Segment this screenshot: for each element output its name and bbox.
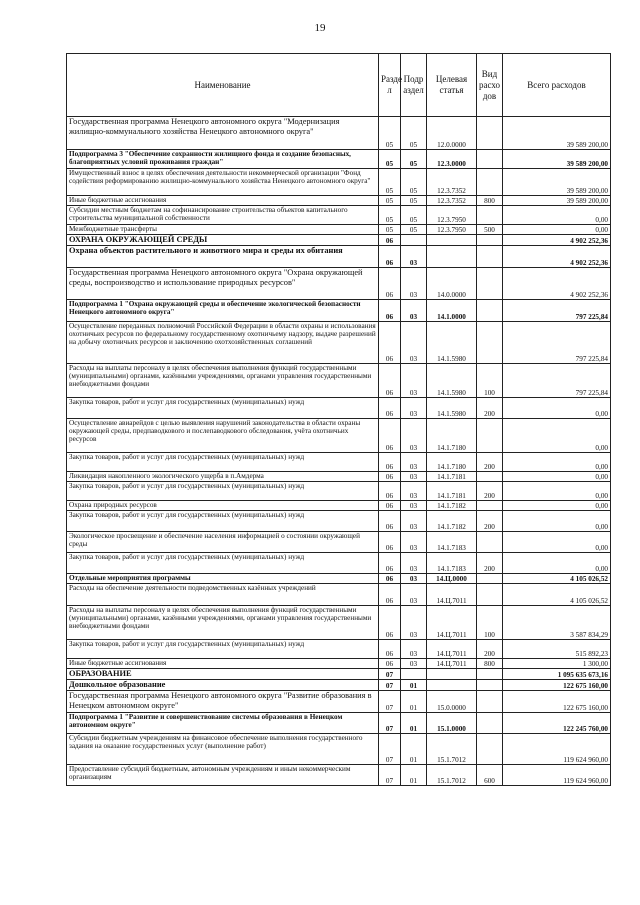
table-row <box>67 225 611 235</box>
row-razdel-cell: 06 <box>379 235 401 246</box>
row-podrazdel-cell: 03 <box>401 364 427 398</box>
row-celevaya-cell: 14.1.7180 <box>427 419 477 453</box>
col-total-header: Всего расходов <box>503 54 611 117</box>
row-total-cell: 4 105 026,52 <box>503 584 611 606</box>
row-razdel-cell: 06 <box>379 246 401 268</box>
row-name-cell: Закупка товаров, работ и услуг для государственных (муниципальных) нужд <box>67 398 379 419</box>
row-vid-cell <box>477 532 503 553</box>
row-total-cell: 4 902 252,36 <box>503 246 611 268</box>
row-razdel-cell: 06 <box>379 584 401 606</box>
row-total-cell: 119 624 960,00 <box>503 734 611 765</box>
row-name-cell: Предоставление субсидий бюджетным, автономным учреждениям и иным некоммерческим организациям <box>67 765 379 786</box>
row-podrazdel-cell: 05 <box>401 225 427 235</box>
table-row <box>67 482 611 501</box>
row-razdel-cell: 06 <box>379 472 401 482</box>
row-razdel-cell: 06 <box>379 453 401 472</box>
row-celevaya-cell: 14.1.7183 <box>427 553 477 574</box>
row-podrazdel-cell: 03 <box>401 659 427 669</box>
row-podrazdel-cell: 05 <box>401 150 427 169</box>
row-vid-cell: 500 <box>477 225 503 235</box>
row-name-cell: Расходы на обеспечение деятельности подведомственных казённых учреждений <box>67 584 379 606</box>
row-vid-cell <box>477 501 503 511</box>
row-celevaya-cell: 14.Ц.7011 <box>427 640 477 659</box>
row-podrazdel-cell: 03 <box>401 419 427 453</box>
row-celevaya-cell: 12.3.7352 <box>427 196 477 206</box>
table-row <box>67 117 611 150</box>
row-total-cell: 3 587 834,29 <box>503 606 611 640</box>
row-razdel-cell: 05 <box>379 150 401 169</box>
row-podrazdel-cell: 03 <box>401 532 427 553</box>
row-name-cell: Иные бюджетные ассигнования <box>67 196 379 206</box>
row-razdel-cell: 06 <box>379 398 401 419</box>
row-razdel-cell: 06 <box>379 364 401 398</box>
row-vid-cell <box>477 117 503 150</box>
row-celevaya-cell: 14.Ц.7011 <box>427 659 477 669</box>
row-name-cell: Осуществление переданных полномочий Российской Федерации в области охраны и использования охотничьих ресурсов по федеральному государственному охотничьему надзору, выдаче разрешений на добычу охотничьих ресурсов и заключению охотхозяйственных соглашений <box>67 322 379 364</box>
row-celevaya-cell: 14.Ц.0000 <box>427 574 477 584</box>
table-row <box>67 398 611 419</box>
table-row <box>67 606 611 640</box>
row-razdel-cell: 07 <box>379 734 401 765</box>
row-total-cell: 0,00 <box>503 225 611 235</box>
row-razdel-cell: 06 <box>379 574 401 584</box>
row-name-cell: Расходы на выплаты персоналу в целях обеспечения выполнения функций государственными (муниципальными) органами, казёнными учреждениями, органами управления государственными внебюджетными фондами <box>67 606 379 640</box>
row-total-cell: 122 245 760,00 <box>503 713 611 734</box>
table-row <box>67 300 611 322</box>
table-header-row <box>67 54 611 117</box>
row-total-cell: 0,00 <box>503 472 611 482</box>
row-celevaya-cell: 15.0.0000 <box>427 691 477 713</box>
row-total-cell: 39 589 200,00 <box>503 117 611 150</box>
row-vid-cell: 200 <box>477 453 503 472</box>
row-name-cell: Закупка товаров, работ и услуг для государственных (муниципальных) нужд <box>67 482 379 501</box>
row-vid-cell <box>477 169 503 196</box>
row-podrazdel-cell: 03 <box>401 398 427 419</box>
row-name-cell: ОХРАНА ОКРУЖАЮЩЕЙ СРЕДЫ <box>67 235 379 246</box>
row-celevaya-cell: 14.1.5980 <box>427 364 477 398</box>
row-celevaya-cell: 14.1.0000 <box>427 300 477 322</box>
row-podrazdel-cell: 01 <box>401 691 427 713</box>
row-vid-cell <box>477 419 503 453</box>
row-name-cell: Закупка товаров, работ и услуг для государственных (муниципальных) нужд <box>67 453 379 472</box>
table-row <box>67 765 611 786</box>
row-name-cell: Подпрограмма 1 "Охрана окружающей среды и обеспечение экологической безопасности Ненецкого автономного округа" <box>67 300 379 322</box>
row-razdel-cell: 06 <box>379 606 401 640</box>
row-razdel-cell: 05 <box>379 196 401 206</box>
row-podrazdel-cell: 03 <box>401 584 427 606</box>
row-name-cell: Расходы на выплаты персоналу в целях обеспечения выполнения функций государственными (муниципальными) органами, казёнными учреждениями, органами управления государственными внебюджетными фондами <box>67 364 379 398</box>
table-row <box>67 364 611 398</box>
row-total-cell: 39 589 200,00 <box>503 150 611 169</box>
table-row <box>67 268 611 300</box>
col-vid-header: Вид расхо дов <box>477 54 503 117</box>
row-celevaya-cell: 14.1.7183 <box>427 532 477 553</box>
row-razdel-cell: 06 <box>379 553 401 574</box>
row-podrazdel-cell: 03 <box>401 606 427 640</box>
row-vid-cell <box>477 680 503 691</box>
row-podrazdel-cell: 03 <box>401 501 427 511</box>
row-name-cell: Охрана объектов растительного и животного мира и среды их обитания <box>67 246 379 268</box>
row-name-cell: Имущественный взнос в целях обеспечения деятельности некоммерческой организации "Фонд содействия реформированию жилищно-коммунального хозяйства Ненецкого автономного округа" <box>67 169 379 196</box>
row-total-cell: 0,00 <box>503 453 611 472</box>
table-row <box>67 206 611 225</box>
row-vid-cell <box>477 669 503 680</box>
row-podrazdel-cell <box>401 235 427 246</box>
table-row <box>67 246 611 268</box>
row-razdel-cell: 06 <box>379 322 401 364</box>
row-vid-cell: 600 <box>477 765 503 786</box>
row-razdel-cell: 06 <box>379 640 401 659</box>
row-vid-cell <box>477 713 503 734</box>
expense-table <box>66 53 611 786</box>
row-name-cell: Осуществление авиарейдов с целью выявления нарушений законодательства в области охраны окружающей среды, предпаводкового и послепаводкового обследования, учёта охотничьих ресурсов <box>67 419 379 453</box>
table-row <box>67 553 611 574</box>
table-row <box>67 574 611 584</box>
row-podrazdel-cell: 01 <box>401 734 427 765</box>
row-podrazdel-cell <box>401 669 427 680</box>
row-podrazdel-cell: 05 <box>401 206 427 225</box>
row-total-cell: 119 624 960,00 <box>503 765 611 786</box>
row-vid-cell: 200 <box>477 553 503 574</box>
row-total-cell: 0,00 <box>503 398 611 419</box>
row-celevaya-cell: 12.3.7950 <box>427 225 477 235</box>
row-celevaya-cell: 14.1.7180 <box>427 453 477 472</box>
row-vid-cell: 800 <box>477 196 503 206</box>
row-total-cell: 4 902 252,36 <box>503 268 611 300</box>
row-podrazdel-cell: 03 <box>401 574 427 584</box>
row-razdel-cell: 06 <box>379 659 401 669</box>
row-vid-cell: 200 <box>477 398 503 419</box>
row-vid-cell <box>477 150 503 169</box>
row-name-cell: Дошкольное образование <box>67 680 379 691</box>
row-vid-cell: 200 <box>477 482 503 501</box>
table-row <box>67 150 611 169</box>
row-name-cell: Закупка товаров, работ и услуг для государственных (муниципальных) нужд <box>67 640 379 659</box>
table-row <box>67 680 611 691</box>
row-total-cell: 4 902 252,36 <box>503 235 611 246</box>
row-podrazdel-cell: 05 <box>401 169 427 196</box>
table-row <box>67 532 611 553</box>
table-row <box>67 584 611 606</box>
row-name-cell: ОБРАЗОВАНИЕ <box>67 669 379 680</box>
row-razdel-cell: 06 <box>379 511 401 532</box>
row-celevaya-cell: 14.1.7182 <box>427 511 477 532</box>
row-podrazdel-cell: 03 <box>401 268 427 300</box>
row-vid-cell: 100 <box>477 606 503 640</box>
row-razdel-cell: 06 <box>379 419 401 453</box>
table-row <box>67 640 611 659</box>
table-row <box>67 734 611 765</box>
row-vid-cell <box>477 472 503 482</box>
table-row <box>67 713 611 734</box>
row-vid-cell <box>477 322 503 364</box>
row-razdel-cell: 05 <box>379 169 401 196</box>
row-name-cell: Иные бюджетные ассигнования <box>67 659 379 669</box>
row-vid-cell: 200 <box>477 640 503 659</box>
row-name-cell: Подпрограмма 1 "Развитие и совершенствование системы образования в Ненецком автономном округе" <box>67 713 379 734</box>
row-name-cell: Подпрограмма 3 "Обеспечение сохранности жилищного фонда и создание безопасных, благоприятных условий проживания граждан" <box>67 150 379 169</box>
col-podrazdel-header: Подр аздел <box>401 54 427 117</box>
table-row <box>67 419 611 453</box>
row-total-cell: 4 105 026,52 <box>503 574 611 584</box>
row-vid-cell: 100 <box>477 364 503 398</box>
row-name-cell: Охрана природных ресурсов <box>67 501 379 511</box>
row-total-cell: 0,00 <box>503 532 611 553</box>
row-razdel-cell: 05 <box>379 225 401 235</box>
row-podrazdel-cell: 03 <box>401 472 427 482</box>
table-row <box>67 196 611 206</box>
row-vid-cell <box>477 734 503 765</box>
row-podrazdel-cell: 01 <box>401 713 427 734</box>
row-podrazdel-cell: 01 <box>401 765 427 786</box>
row-podrazdel-cell: 03 <box>401 553 427 574</box>
table-row <box>67 669 611 680</box>
row-podrazdel-cell: 03 <box>401 246 427 268</box>
row-name-cell: Отдельные мероприятия программы <box>67 574 379 584</box>
row-total-cell: 0,00 <box>503 482 611 501</box>
row-total-cell: 39 589 200,00 <box>503 169 611 196</box>
row-razdel-cell: 05 <box>379 117 401 150</box>
row-podrazdel-cell: 03 <box>401 482 427 501</box>
row-razdel-cell: 05 <box>379 206 401 225</box>
table-row <box>67 472 611 482</box>
row-razdel-cell: 06 <box>379 268 401 300</box>
table-row <box>67 691 611 713</box>
col-name-header: Наименование <box>67 54 379 117</box>
row-celevaya-cell: 14.1.7181 <box>427 472 477 482</box>
row-total-cell: 39 589 200,00 <box>503 196 611 206</box>
row-total-cell: 797 225,84 <box>503 300 611 322</box>
row-razdel-cell: 06 <box>379 501 401 511</box>
table-row <box>67 235 611 246</box>
row-total-cell: 0,00 <box>503 501 611 511</box>
row-name-cell: Закупка товаров, работ и услуг для государственных (муниципальных) нужд <box>67 553 379 574</box>
row-celevaya-cell: 12.3.0000 <box>427 150 477 169</box>
row-total-cell: 515 892,23 <box>503 640 611 659</box>
row-celevaya-cell: 12.3.7950 <box>427 206 477 225</box>
row-name-cell: Закупка товаров, работ и услуг для государственных (муниципальных) нужд <box>67 511 379 532</box>
row-celevaya-cell: 15.1.0000 <box>427 713 477 734</box>
col-celevaya-header: Целевая статья <box>427 54 477 117</box>
row-podrazdel-cell: 03 <box>401 511 427 532</box>
table-row <box>67 322 611 364</box>
row-total-cell: 122 675 160,00 <box>503 691 611 713</box>
row-podrazdel-cell: 03 <box>401 640 427 659</box>
row-razdel-cell: 06 <box>379 482 401 501</box>
row-podrazdel-cell: 03 <box>401 300 427 322</box>
table-row <box>67 659 611 669</box>
row-name-cell: Субсидии бюджетным учреждениям на финансовое обеспечение выполнения государственного задания на оказание государственных услуг (выполнение работ) <box>67 734 379 765</box>
row-celevaya-cell <box>427 680 477 691</box>
row-name-cell: Государственная программа Ненецкого автономного округа "Модернизация жилищно-коммунального хозяйства Ненецкого автономного округа" <box>67 117 379 150</box>
row-razdel-cell: 07 <box>379 713 401 734</box>
row-vid-cell <box>477 235 503 246</box>
row-celevaya-cell: 14.1.5980 <box>427 322 477 364</box>
row-celevaya-cell: 14.1.7181 <box>427 482 477 501</box>
row-celevaya-cell: 12.3.7352 <box>427 169 477 196</box>
table-row <box>67 501 611 511</box>
row-total-cell: 122 675 160,00 <box>503 680 611 691</box>
col-razdel-header: Разде л <box>379 54 401 117</box>
row-name-cell: Государственная программа Ненецкого автономного округа "Охрана окружающей среды, воспроизводство и использование природных ресурсов" <box>67 268 379 300</box>
row-total-cell: 1 300,00 <box>503 659 611 669</box>
row-razdel-cell: 07 <box>379 669 401 680</box>
row-total-cell: 1 095 635 673,16 <box>503 669 611 680</box>
row-podrazdel-cell: 05 <box>401 196 427 206</box>
row-vid-cell <box>477 574 503 584</box>
row-name-cell: Государственная программа Ненецкого автономного округа "Развитие образования в Ненецком автономном округе" <box>67 691 379 713</box>
row-celevaya-cell: 14.1.7182 <box>427 501 477 511</box>
table-row <box>67 453 611 472</box>
row-name-cell: Субсидии местным бюджетам на софинансирование строительства объектов капитального строительства муниципальной собственности <box>67 206 379 225</box>
row-vid-cell <box>477 268 503 300</box>
row-razdel-cell: 07 <box>379 765 401 786</box>
row-celevaya-cell <box>427 246 477 268</box>
row-podrazdel-cell: 01 <box>401 680 427 691</box>
row-total-cell: 0,00 <box>503 206 611 225</box>
row-celevaya-cell <box>427 669 477 680</box>
row-vid-cell <box>477 300 503 322</box>
row-name-cell: Ликвидация накопленного экологического ущерба в п.Амдерма <box>67 472 379 482</box>
table-body <box>67 117 611 786</box>
row-total-cell: 797 225,84 <box>503 322 611 364</box>
row-vid-cell <box>477 206 503 225</box>
row-celevaya-cell: 15.1.7012 <box>427 765 477 786</box>
row-podrazdel-cell: 03 <box>401 322 427 364</box>
row-razdel-cell: 06 <box>379 532 401 553</box>
row-vid-cell: 800 <box>477 659 503 669</box>
row-name-cell: Межбюджетные трансферты <box>67 225 379 235</box>
row-celevaya-cell: 14.Ц.7011 <box>427 606 477 640</box>
row-celevaya-cell: 14.0.0000 <box>427 268 477 300</box>
row-total-cell: 0,00 <box>503 553 611 574</box>
row-total-cell: 0,00 <box>503 511 611 532</box>
row-vid-cell <box>477 246 503 268</box>
page-number: 19 <box>314 22 326 34</box>
row-razdel-cell: 06 <box>379 300 401 322</box>
row-podrazdel-cell: 05 <box>401 117 427 150</box>
row-celevaya-cell: 15.1.7012 <box>427 734 477 765</box>
row-celevaya-cell: 12.0.0000 <box>427 117 477 150</box>
row-celevaya-cell: 14.Ц.7011 <box>427 584 477 606</box>
row-razdel-cell: 07 <box>379 680 401 691</box>
row-podrazdel-cell: 03 <box>401 453 427 472</box>
row-vid-cell <box>477 691 503 713</box>
row-vid-cell: 200 <box>477 511 503 532</box>
row-celevaya-cell: 14.1.5980 <box>427 398 477 419</box>
row-total-cell: 797 225,84 <box>503 364 611 398</box>
row-razdel-cell: 07 <box>379 691 401 713</box>
row-vid-cell <box>477 584 503 606</box>
table-row <box>67 169 611 196</box>
row-name-cell: Экологическое просвещение и обеспечение населения информацией о состоянии окружающей среды <box>67 532 379 553</box>
row-total-cell: 0,00 <box>503 419 611 453</box>
row-celevaya-cell <box>427 235 477 246</box>
table-row <box>67 511 611 532</box>
